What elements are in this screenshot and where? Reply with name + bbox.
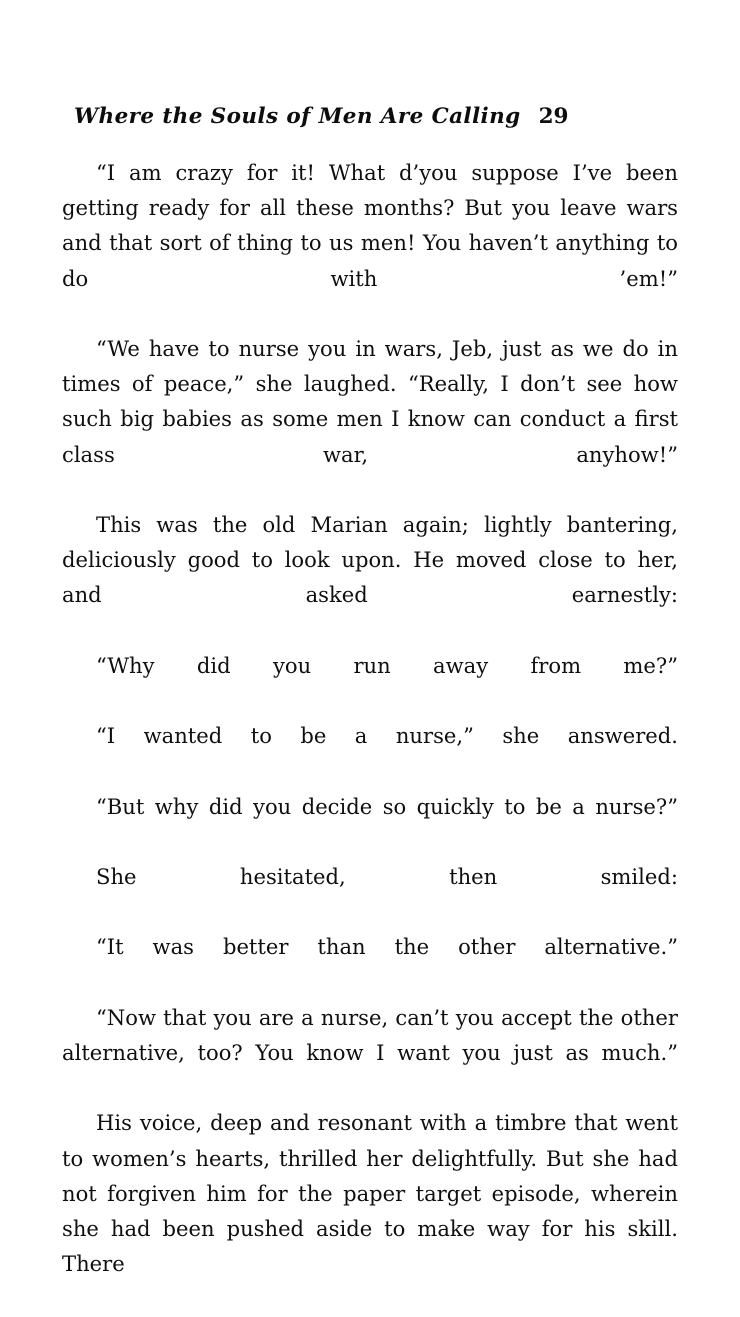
paragraph: “I wanted to be a nurse,” she answered. — [96, 723, 678, 749]
paragraph: This was the old Marian again; lightly bantering, deliciously good to look upon. He moved close to her, and asked earnestly: — [62, 512, 678, 608]
paragraph: “We have to nurse you in wars, Jeb, just as we do in times of peace,” she laughed. “Really, I don’t see how such big babies as some men I know can conduct a first class war, anyhow!” — [62, 336, 678, 467]
page-number: 29 — [538, 104, 569, 129]
running-head-title: Where the Souls of Men Are Calling — [74, 104, 521, 129]
body-text — [62, 155, 678, 1317]
paragraph: She hesitated, then smiled: — [96, 864, 678, 890]
paragraph: “But why did you decide so quickly to be a nurse?” — [96, 793, 678, 819]
paragraph: “It was better than the other alternative.” — [96, 934, 678, 960]
paragraph: “I am crazy for it! What d’you suppose I’ve been getting ready for all these months? But you leave wars and that sort of thing to us men! You haven’t anything to do with ’em!” — [62, 160, 678, 291]
running-head — [62, 104, 678, 129]
paragraph: “Now that you are a nurse, can’t you accept the other alternative, too? You know I want you just as much.” — [62, 1004, 678, 1066]
paragraph: “Why did you run away from me?” — [96, 652, 678, 678]
paragraph: His voice, deep and resonant with a timbre that went to women’s hearts, thrilled her delightfully. But she had not forgiven him for the paper target episode, wherein she had been pushed aside to make way for his skill. There — [62, 1110, 678, 1277]
